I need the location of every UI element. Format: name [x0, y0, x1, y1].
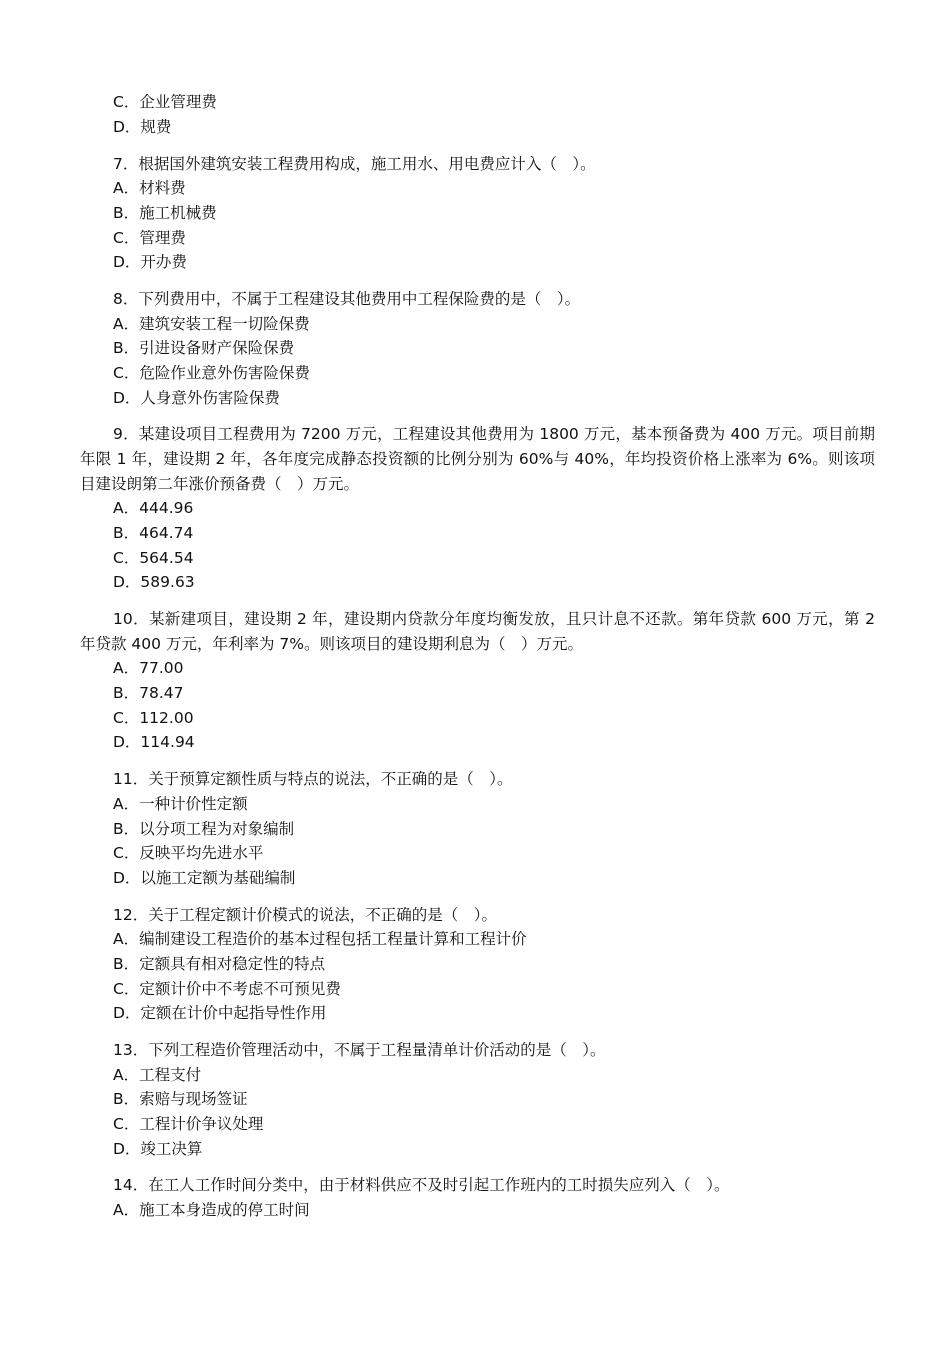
question-14: 14．在工人工作时间分类中，由于材料供应不及时引起工作班内的工时损失应列入（ ）。	[113, 1176, 730, 1194]
question-12: 12．关于工程定额计价模式的说法，不正确的是（ ）。	[113, 906, 497, 924]
option-b: B．78.47	[113, 684, 184, 702]
option-a: A．444.96	[113, 499, 194, 517]
option-b: B．索赔与现场签证	[113, 1090, 248, 1108]
option-c: C．定额计价中不考虑不可预见费	[113, 980, 341, 998]
option-b: B．施工机械费	[113, 204, 217, 222]
option-a: A．施工本身造成的停工时间	[113, 1201, 310, 1219]
option-c: C．564.54	[113, 549, 194, 567]
option-d: D．589.63	[113, 573, 195, 591]
option-d: D．定额在计价中起指导性作用	[113, 1004, 327, 1022]
option-a: A．77.00	[113, 659, 184, 677]
option-d: D．人身意外伤害险保费	[113, 389, 280, 407]
option-a: A．材料费	[113, 179, 186, 197]
option-c: C．企业管理费	[113, 93, 217, 111]
question-11: 11．关于预算定额性质与特点的说法，不正确的是（ ）。	[113, 770, 513, 788]
option-d: D．114.94	[113, 733, 195, 751]
option-b: B．以分项工程为对象编制	[113, 820, 295, 838]
question-9: 9．某建设项目工程费用为 7200 万元，工程建设其他费用为 1800 万元，基本预备费为 400 万元。项目前期年限 1 年，建设期 2 年，各年度完成静态投资额的比例分别为 60%与 40%，年均投资价格上涨率为 6%。则该项目建设朗第二年涨价预备费（ ）万元。	[80, 425, 875, 493]
question-13: 13．下列工程造价管理活动中，不属于工程量清单计价活动的是（ ）。	[113, 1041, 606, 1059]
option-d: D．竣工决算	[113, 1140, 203, 1158]
option-c: C．反映平均先进水平	[113, 844, 264, 862]
option-c: C．工程计价争议处理	[113, 1115, 264, 1133]
option-d: D．开办费	[113, 253, 187, 271]
option-b: B．定额具有相对稳定性的特点	[113, 955, 326, 973]
option-c: C．112.00	[113, 709, 194, 727]
option-a: A．编制建设工程造价的基本过程包括工程量计算和工程计价	[113, 930, 527, 948]
option-d: D．规费	[113, 118, 172, 136]
option-d: D．以施工定额为基础编制	[113, 869, 296, 887]
option-b: B．引进设备财产保险保费	[113, 339, 295, 357]
option-a: A．建筑安装工程一切险保费	[113, 315, 310, 333]
question-10: 10．某新建项目，建设期 2 年，建设期内贷款分年度均衡发放，且只计息不还款。第年贷款 600 万元，第 2 年贷款 400 万元，年利率为 7%。则该项目的建设期利息为（ ）万元。	[80, 610, 875, 653]
option-b: B．464.74	[113, 524, 194, 542]
option-c: C．管理费	[113, 229, 186, 247]
question-8: 8．下列费用中，不属于工程建设其他费用中工程保险费的是（ ）。	[113, 290, 581, 308]
option-a: A．工程支付	[113, 1066, 202, 1084]
question-7: 7．根据国外建筑安装工程费用构成，施工用水、用电费应计入（ ）。	[113, 155, 596, 173]
option-a: A．一种计价性定额	[113, 795, 248, 813]
option-c: C．危险作业意外伤害险保费	[113, 364, 310, 382]
